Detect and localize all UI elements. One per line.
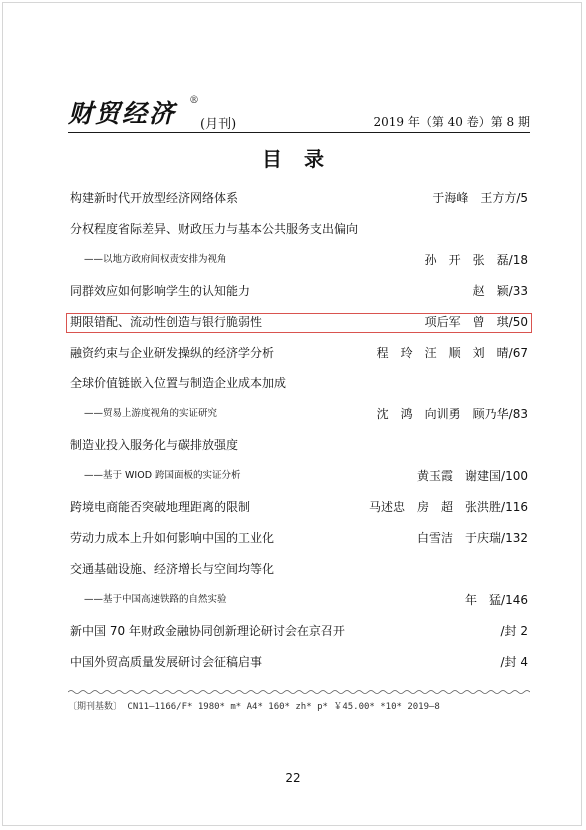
entry-authors-page: 黄玉霞 谢建国/100 [417,469,528,483]
toc-entry-row [70,312,528,332]
journal-type: (月刊) [200,117,237,132]
toc-entry-row [70,281,528,301]
entry-authors-page: 马述忠 房 超 张洪胜/116 [369,500,528,514]
toc-entry-row [70,343,528,363]
toc-entry-row [70,559,528,579]
toc-entry-row [70,497,528,517]
registered-mark: ® [189,95,199,106]
toc-entry-row [70,528,528,548]
entry-subtitle: ——基于 WIOD 跨国面板的实证分析 [84,470,241,481]
entry-subtitle: ——贸易上游度视角的实证研究 [84,408,218,419]
entry-authors-page: /封 2 [500,624,528,638]
toc-subtitle-row [70,404,528,424]
toc-entry-row [70,435,528,455]
entry-title: 全球价值链嵌入位置与制造企业成本加成 [70,376,287,390]
toc-subtitle-row [70,466,528,486]
entry-authors-page: 白雪洁 于庆瑞/132 [417,531,528,545]
entry-title: 融资约束与企业研发操纵的经济学分析 [70,346,275,360]
entry-title: 分权程度省际差异、财政压力与基本公共服务支出偏向 [70,222,359,236]
entry-title: 中国外贸高质量发展研讨会征稿启事 [70,655,263,669]
entry-authors-page: 程 玲 汪 顺 刘 晴/67 [376,346,528,360]
entry-title: 劳动力成本上升如何影响中国的工业化 [70,531,275,545]
entry-title: 同群效应如何影响学生的认知能力 [70,284,251,298]
entry-subtitle: ——基于中国高速铁路的自然实验 [84,594,227,605]
entry-title: 新中国 70 年财政金融协同创新理论研讨会在京召开 [70,624,345,638]
toc-subtitle-row [70,590,528,610]
toc-entry-row [70,621,528,641]
entry-title: 构建新时代开放型经济网络体系 [70,191,239,205]
entry-title: 跨境电商能否突破地理距离的限制 [70,500,251,514]
entry-authors-page: 项后军 曾 琪/50 [424,315,528,329]
entry-subtitle: ——以地方政府间权责安排为视角 [84,254,227,265]
entry-title: 期限错配、流动性创造与银行脆弱性 [70,315,263,329]
header-rule [68,132,530,133]
entry-title: 制造业投入服务化与碳排放强度 [70,438,239,452]
toc-entry-row [70,652,528,672]
toc-entry-row [70,219,528,239]
entry-authors-page: 沈 鸿 向训勇 顾乃华/83 [376,407,528,421]
entry-title: 交通基础设施、经济增长与空间均等化 [70,562,275,576]
issue-info: 2019 年（第 40 卷）第 8 期 [373,115,530,129]
entry-authors-page: 孙 开 张 磊/18 [424,253,528,267]
toc-entry-row [70,373,528,393]
page-number: 22 [285,771,301,785]
toc-entry-row [70,188,528,208]
entry-authors-page: /封 4 [500,655,528,669]
toc-title: 目录 [262,147,346,171]
entry-authors-page: 于海峰 王方方/5 [432,191,528,205]
journal-logo: 财贸经济 [68,99,177,128]
entry-authors-page: 赵 颖/33 [472,284,528,298]
toc-subtitle-row [70,250,528,270]
entry-authors-page: 年 猛/146 [465,593,528,607]
publication-code: 〔期刊基数〕 CN11—1166/F* 1980* m* A4* 160* zh* p* ￥45.00* *10* 2019—8 [68,702,440,712]
decorative-rule [68,689,530,695]
